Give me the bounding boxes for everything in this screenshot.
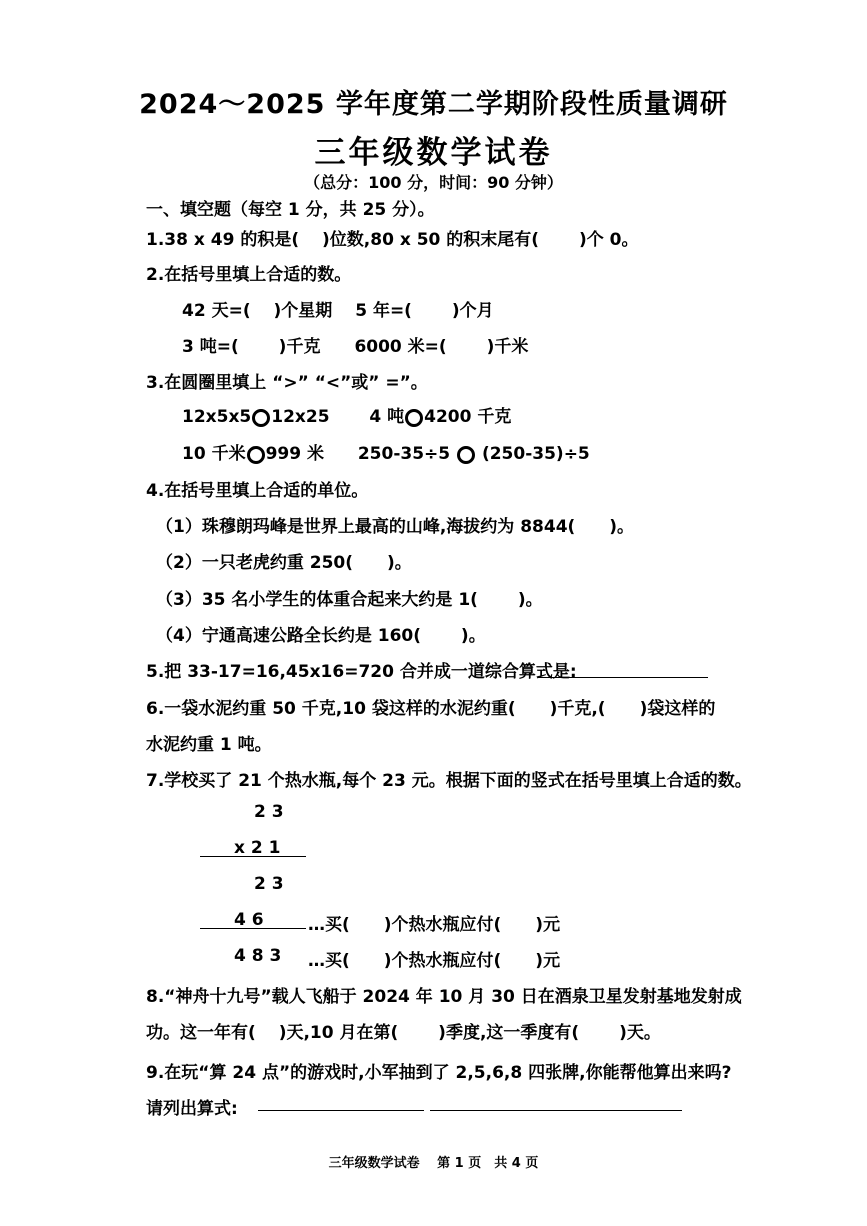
question-8-line-2: 功。这一年有( )天,10 月在第( )季度,这一季度有( )天。 bbox=[146, 1023, 661, 1043]
calc-row-2: x 2 1 bbox=[234, 838, 281, 858]
question-3-row-2 bbox=[182, 439, 590, 464]
answer-line-q9-b[interactable] bbox=[430, 1110, 682, 1111]
question-6-line-2: 水泥约重 1 吨。 bbox=[146, 735, 272, 755]
question-4-item-1: （1）珠穆朗玛峰是世界上最高的山峰,海拔约为 8844( )。 bbox=[156, 517, 635, 537]
question-2-prompt: 2.在括号里填上合适的数。 bbox=[146, 265, 352, 285]
exam-meta: （总分：100 分，时间：90 分钟） bbox=[304, 173, 563, 192]
answer-line-q9-a[interactable] bbox=[258, 1110, 424, 1111]
question-4-item-3: （3）35 名小学生的体重合起来大约是 1( )。 bbox=[156, 590, 543, 610]
question-7-prompt: 7.学校买了 21 个热水瓶,每个 23 元。根据下面的竖式在括号里填上合适的数。 bbox=[146, 771, 752, 791]
compare-a-left: 12x5x5 bbox=[182, 407, 252, 427]
compare-d-right: (250-35)÷5 bbox=[481, 444, 590, 464]
question-2-line-1: 42 天=( )个星期 5 年=( )个月 bbox=[182, 301, 494, 321]
question-2-line-2: 3 吨=( )千克 6000 米=( )千米 bbox=[182, 337, 529, 357]
compare-circle-d[interactable] bbox=[457, 446, 475, 464]
compare-b-left: 4 吨 bbox=[369, 407, 405, 427]
question-6-line-1: 6.一袋水泥约重 50 千克,10 袋这样的水泥约重( )千克,( )袋这样的 bbox=[146, 699, 716, 719]
compare-circle-a[interactable] bbox=[252, 409, 270, 427]
section-heading: 一、填空题（每空 1 分，共 25 分）。 bbox=[146, 200, 435, 220]
calc-row-3: 2 3 bbox=[254, 874, 284, 894]
compare-c-left: 10 千米 bbox=[182, 444, 246, 464]
calc-row-5-note: …买( )个热水瓶应付( )元 bbox=[308, 951, 561, 971]
question-4-prompt: 4.在括号里填上合适的单位。 bbox=[146, 481, 369, 501]
question-4-item-4: （4）宁通高速公路全长约是 160( )。 bbox=[156, 626, 486, 646]
compare-circle-c[interactable] bbox=[247, 446, 265, 464]
calc-row-4-note: …买( )个热水瓶应付( )元 bbox=[308, 915, 561, 935]
question-9-line-1: 9.在玩“算 24 点”的游戏时,小军抽到了 2,5,6,8 四张牌,你能帮他算出来吗? bbox=[146, 1063, 732, 1083]
question-9-line-2: 请列出算式: bbox=[146, 1099, 238, 1119]
question-8-line-1: 8.“神舟十九号”载人飞船于 2024 年 10 月 30 日在酒泉卫星发射基地发射成 bbox=[146, 987, 742, 1007]
question-1: 1.38 x 49 的积是( )位数,80 x 50 的积末尾有( )个 0。 bbox=[146, 230, 639, 250]
compare-b-right: 4200 千克 bbox=[424, 407, 512, 427]
compare-circle-b[interactable] bbox=[405, 409, 423, 427]
question-5: 5.把 33-17=16,45x16=720 合并成一道综合算式是: bbox=[146, 662, 577, 682]
compare-c-right: 999 米 bbox=[265, 444, 324, 464]
calc-line-1 bbox=[200, 856, 306, 857]
calc-row-5: 4 8 3 bbox=[234, 946, 282, 966]
calc-row-1: 2 3 bbox=[254, 802, 284, 822]
question-3-prompt: 3.在圆圈里填上 “>” “<”或” =”。 bbox=[146, 373, 428, 393]
compare-d-left: 250-35÷5 bbox=[357, 444, 451, 464]
question-3-row-1 bbox=[182, 402, 511, 427]
compare-a-right: 12x25 bbox=[271, 407, 330, 427]
exam-title: 2024～2025 学年度第二学期阶段性质量调研 bbox=[139, 89, 728, 120]
answer-line-q5[interactable] bbox=[538, 677, 708, 678]
page-footer: 三年级数学试卷 第 1 页 共 4 页 bbox=[328, 1156, 539, 1171]
calc-line-2 bbox=[200, 928, 306, 929]
question-4-item-2: （2）一只老虎约重 250( )。 bbox=[156, 553, 412, 573]
exam-subtitle: 三年级数学试卷 bbox=[314, 135, 553, 171]
calc-row-4: 4 6 bbox=[234, 910, 264, 930]
